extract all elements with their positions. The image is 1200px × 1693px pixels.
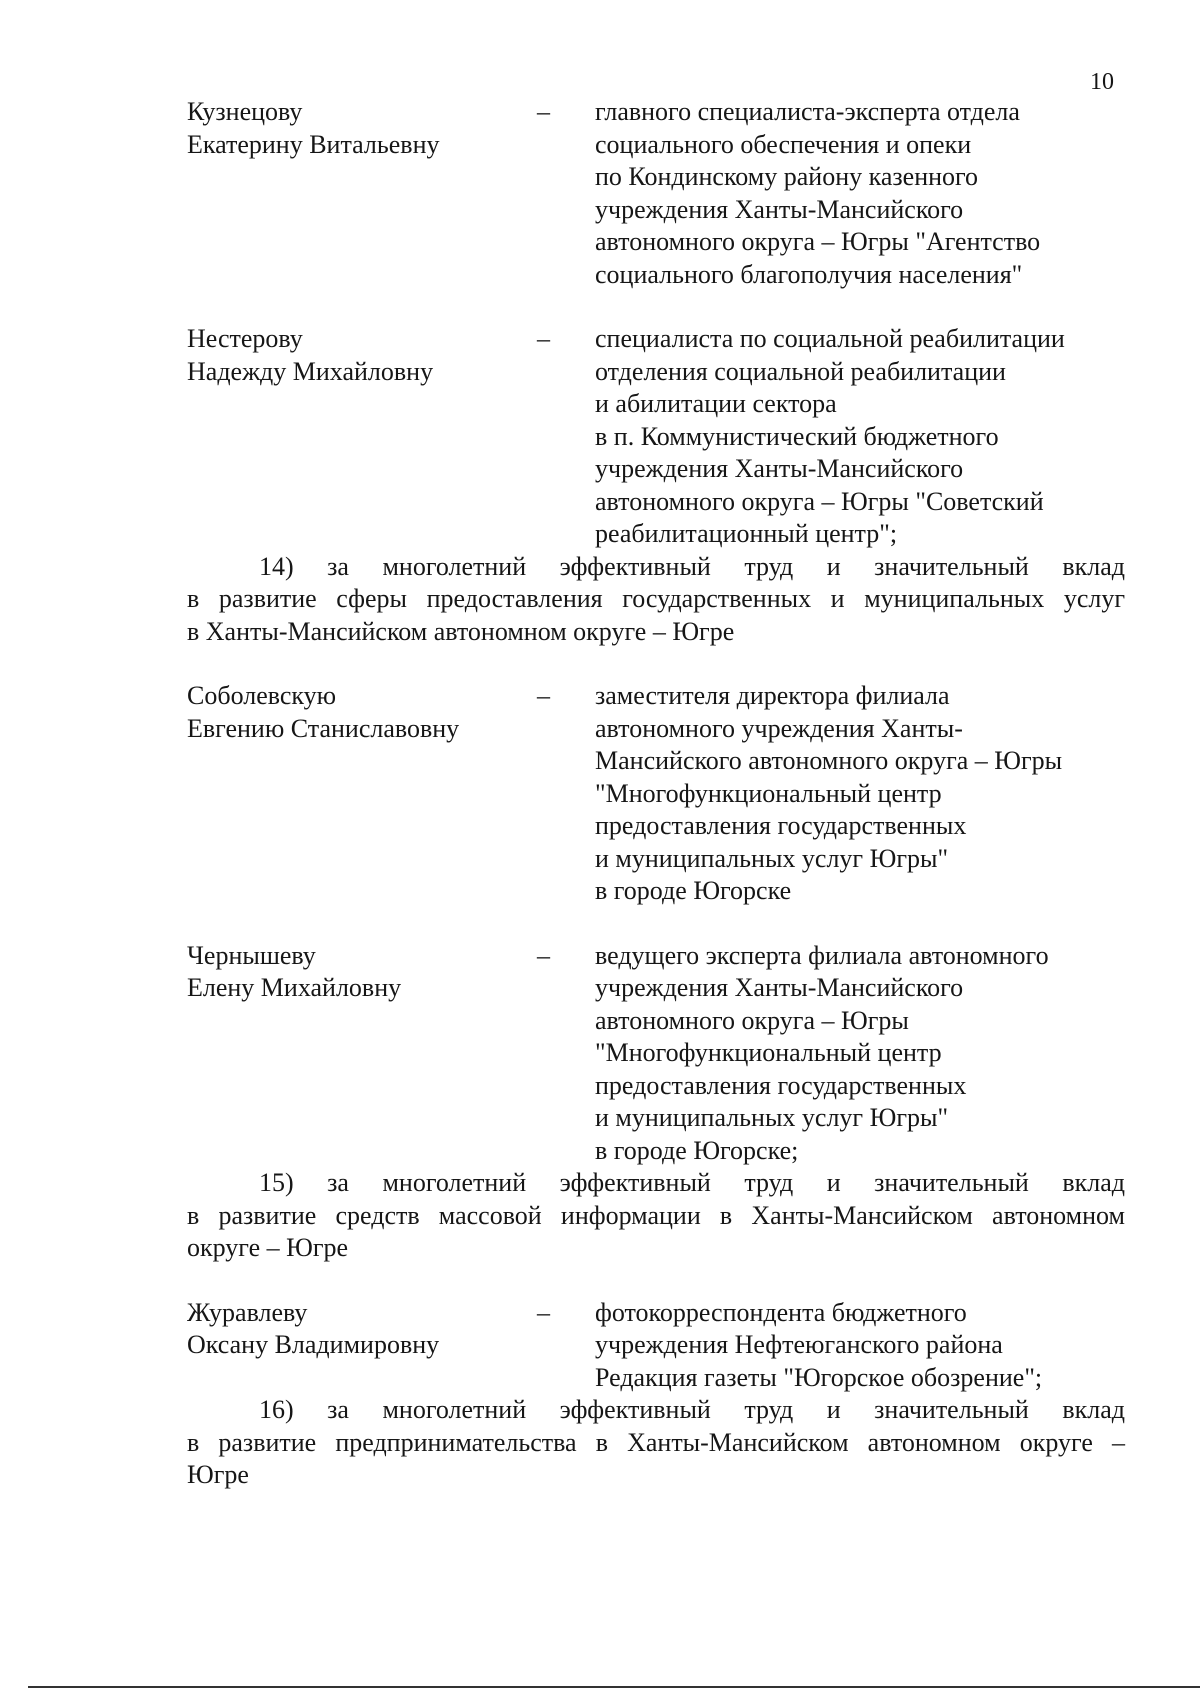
position-description [595,940,1125,1168]
description-line: главного специалиста-эксперта отдела [595,97,1020,126]
description-line: по Кондинскому району казенного [595,162,979,191]
person-name [187,1297,537,1395]
award-entry [187,323,1125,551]
position-description [595,1297,1125,1395]
position-description [595,323,1125,551]
person-given-names: Елену Михайловну [187,973,402,1002]
paragraph-line: Югре [187,1460,249,1489]
paragraph-line: в Ханты-Мансийском автономном округе – Югре [187,616,735,646]
description-line: в городе Югорске [595,876,792,905]
description-line: учреждения Ханты-Мансийского [595,194,964,224]
description-line: Редакция газеты "Югорское обозрение"; [595,1362,1043,1392]
description-line: автономного учреждения Ханты- [595,713,963,743]
entry-dash: – [537,681,550,710]
bottom-rule [28,1686,1200,1688]
description-line: социального обеспечения и опеки [595,129,972,159]
person-name [187,940,537,1168]
description-line: учреждения Ханты-Мансийского [595,973,964,1002]
paragraph-line: в развитие сферы предоставления государственных и муниципальных услуг [187,584,1125,613]
description-line: и муниципальных услуг Югры" [595,1103,949,1132]
description-line: фотокорреспондента бюджетного [595,1297,967,1327]
position-description [595,680,1125,908]
description-line: автономного округа – Югры "Агентство [595,227,1041,256]
paragraph-line: в развитие предпринимательства в Ханты-Мансийском автономном округе – [187,1427,1125,1457]
description-line: предоставления государственных [595,811,967,840]
section-paragraph-15 [187,1167,1125,1265]
person-name [187,323,537,551]
description-line: и абилитации сектора [595,389,837,418]
description-line: социального благополучия населения" [595,259,1023,289]
paragraph-line: 14) за многолетний эффективный труд и значительный вклад [259,551,1125,581]
person-surname: Нестерову [187,324,303,353]
person-surname: Соболевскую [187,681,337,710]
entry-dash: – [537,97,550,126]
entry-dash: – [537,940,550,970]
description-line: "Многофункциональный центр [595,1038,942,1067]
entry-dash: – [537,324,550,353]
person-given-names: Евгению Станиславовну [187,713,460,743]
paragraph-line: 16) за многолетний эффективный труд и значительный вклад [259,1395,1125,1424]
page-number: 10 [1090,69,1114,95]
person-surname: Чернышеву [187,940,316,970]
award-entry [187,1297,1125,1395]
award-entry [187,96,1125,291]
description-line: автономного округа – Югры [595,1005,909,1035]
description-line: и муниципальных услуг Югры" [595,843,949,873]
award-entry [187,940,1125,1168]
person-surname: Журавлеву [187,1297,308,1327]
description-line: специалиста по социальной реабилитации [595,324,1065,353]
person-surname: Кузнецову [187,97,303,126]
person-name [187,680,537,908]
paragraph-line: 15) за многолетний эффективный труд и значительный вклад [259,1168,1125,1197]
description-line: в п. Коммунистический бюджетного [595,421,999,451]
description-line: "Многофункциональный центр [595,778,942,808]
description-line: заместителя директора филиала [595,681,950,710]
description-line: в городе Югорске; [595,1135,799,1165]
description-line: реабилитационный центр"; [595,519,898,548]
person-given-names: Оксану Владимировну [187,1330,440,1359]
paragraph-line: в развитие средств массовой информации в Ханты-Мансийском автономном [187,1200,1125,1230]
document-body [187,96,1125,1492]
section-paragraph-16 [187,1394,1125,1492]
person-given-names: Екатерину Витальевну [187,129,440,159]
description-line: ведущего эксперта филиала автономного [595,940,1049,970]
person-given-names: Надежду Михайловну [187,356,434,386]
description-line: Мансийского автономного округа – Югры [595,746,1063,775]
award-entry [187,680,1125,908]
description-line: отделения социальной реабилитации [595,356,1006,386]
description-line: учреждения Ханты-Мансийского [595,454,964,483]
paragraph-line: округе – Югре [187,1233,349,1262]
position-description [595,96,1125,291]
description-line: автономного округа – Югры "Советский [595,486,1044,516]
person-name [187,96,537,291]
description-line: предоставления государственных [595,1070,967,1100]
section-paragraph-14 [187,551,1125,649]
description-line: учреждения Нефтеюганского района [595,1330,1003,1359]
entry-dash: – [537,1297,550,1327]
